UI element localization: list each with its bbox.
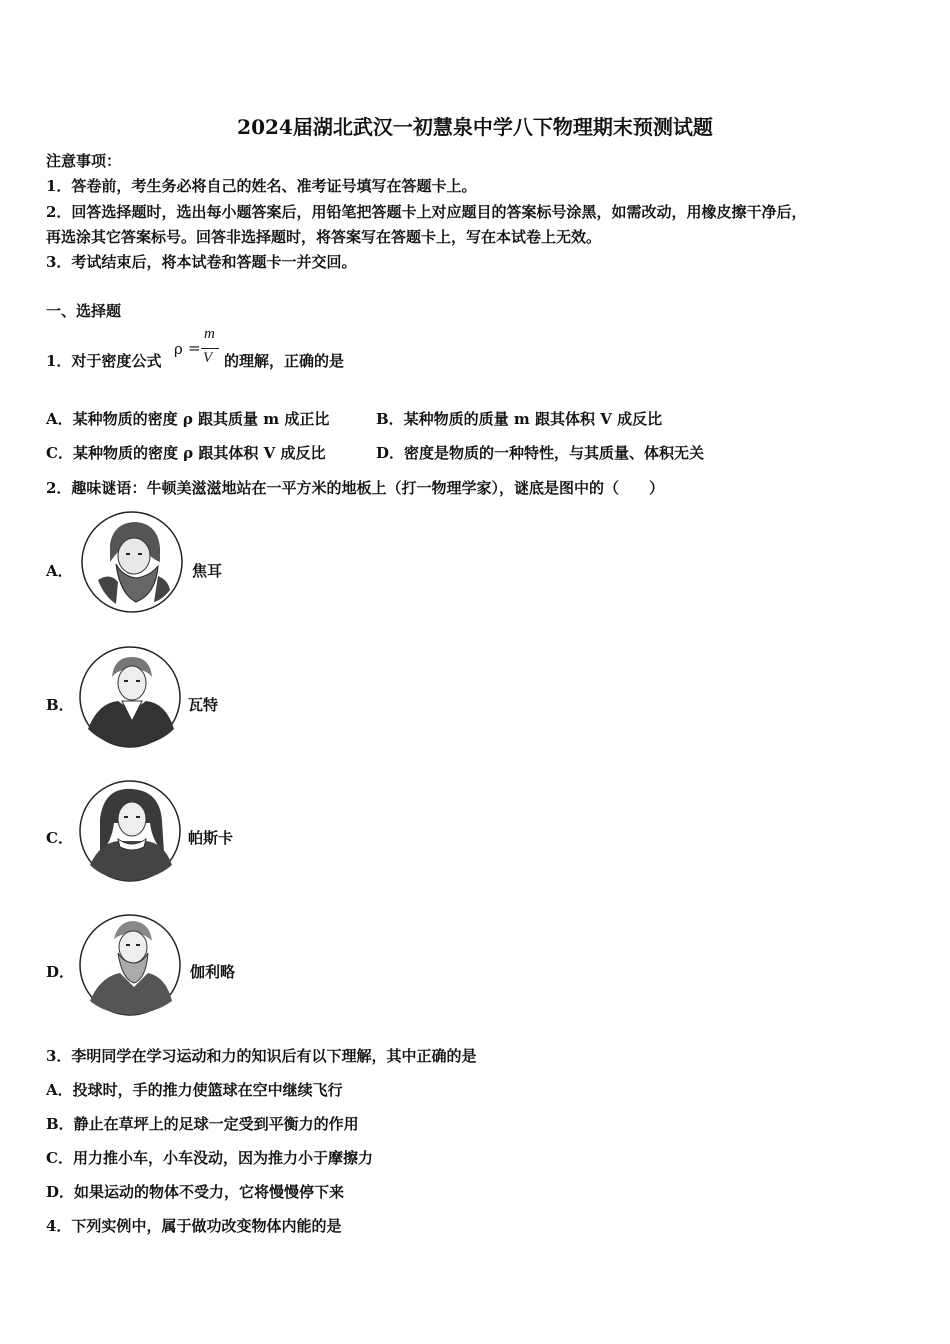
page-title: 2024届湖北武汉一初慧泉中学八下物理期末预测试题 [237,115,713,139]
notice-item-3: 3．考试结束后，将本试卷和答题卡一并交回。 [46,253,357,271]
q2-option-d-name: 伽利略 [190,963,236,981]
joule-portrait [80,510,184,614]
q1-suffix: 的理解，正确的是 [224,352,345,370]
q2-option-c-name: 帕斯卡 [188,829,234,847]
q3-option-a: A．投球时，手的推力使篮球在空中继续飞行 [46,1081,343,1099]
q2-option-a-name: 焦耳 [192,562,223,580]
notice-heading: 注意事项： [46,152,122,170]
pascal-portrait [78,779,182,883]
notice-item-2-cont: 再选涂其它答案标号。回答非选择题时，将答案写在答题卡上，写在本试卷上无效。 [46,228,602,246]
q1-prefix: 1．对于密度公式 [46,352,162,370]
q2-option-a-letter: A． [46,562,73,580]
q2-option-c-letter: C． [46,829,73,847]
watt-portrait [78,645,182,749]
q3-stem: 3．李明同学在学习运动和力的知识后有以下理解，其中正确的是 [46,1047,477,1065]
galileo-portrait [78,913,182,1017]
formula-denominator: V [203,350,213,366]
q3-option-d: D．如果运动的物体不受力，它将慢慢停下来 [46,1183,345,1201]
q1-option-d: D．密度是物质的一种特性，与其质量、体积无关 [376,444,705,462]
formula-equals: = [188,339,201,357]
q2-option-b-letter: B． [46,696,74,714]
q4-stem: 4．下列实例中，属于做功改变物体内能的是 [46,1217,342,1235]
formula-numerator: m [204,326,215,342]
formula-rho: ρ [174,340,183,358]
q1-option-a: A．某种物质的密度 ρ 跟其质量 m 成正比 [46,410,330,428]
q2-option-d-letter: D． [46,963,75,981]
q2-option-b-name: 瓦特 [188,696,219,714]
notice-item-1: 1．答卷前，考生务必将自己的姓名、准考证号填写在答题卡上。 [46,177,477,195]
q2-stem: 2．趣味谜语：牛顿美滋滋地站在一平方米的地板上（打一物理学家），谜底是图中的（ ） [46,479,664,497]
q3-option-b: B．静止在草坪上的足球一定受到平衡力的作用 [46,1115,359,1133]
q1-option-b: B．某种物质的质量 m 跟其体积 V 成反比 [376,410,663,428]
q1-option-c: C．某种物质的密度 ρ 跟其体积 V 成反比 [46,444,326,462]
density-formula [172,326,228,376]
notice-item-2: 2．回答选择题时，选出每小题答案后，用铅笔把答题卡上对应题目的答案标号涂黑，如需改动，用橡皮擦干净后， [46,203,807,221]
fraction-bar [201,348,219,349]
section-heading: 一、选择题 [46,302,122,320]
q3-option-c: C．用力推小车，小车没动，因为推力小于摩擦力 [46,1149,373,1167]
